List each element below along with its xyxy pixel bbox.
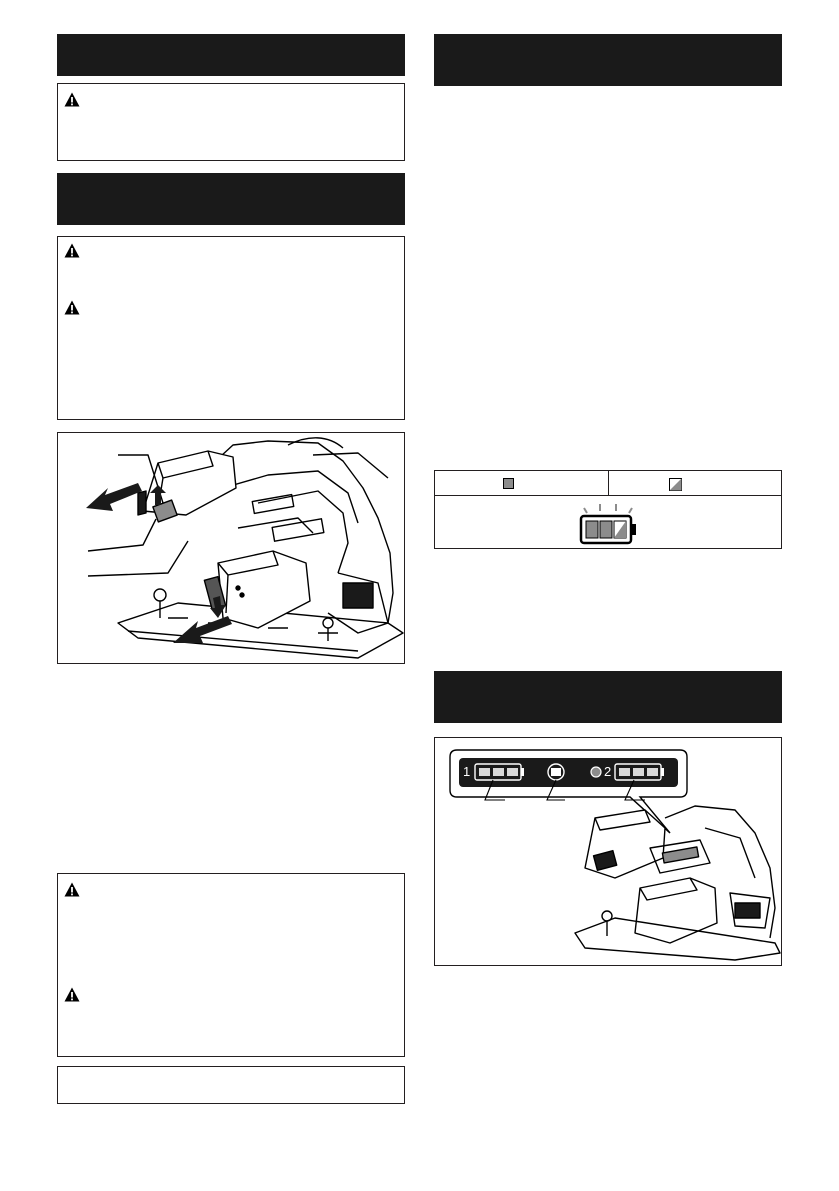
warning-box-3: [57, 873, 405, 1057]
half-lit-square-icon: [669, 478, 682, 491]
table-header-cell-1: [435, 471, 609, 496]
saw-illustration: [58, 433, 404, 663]
warning-icon: [64, 987, 80, 1002]
figure-indicator-panel: [434, 737, 782, 966]
table-header-row: [435, 471, 781, 496]
warning-icon: [64, 300, 80, 315]
warning-box-2: [57, 236, 405, 420]
warning-icon: [64, 92, 80, 107]
warning-icon: [64, 243, 80, 258]
indicator-label-2: 2: [604, 764, 612, 779]
gray-square-icon: [503, 478, 514, 489]
note-box: [57, 1066, 405, 1104]
figure-battery-removal: [57, 432, 405, 664]
warning-icon: [64, 882, 80, 897]
section-header-bar-4: [434, 671, 782, 723]
battery-status-icon: [578, 502, 640, 546]
section-header-bar-1: [57, 34, 405, 76]
table-header-cell-2: [609, 471, 781, 496]
section-header-bar-3: [434, 34, 782, 86]
indicator-label-1: 1: [463, 764, 471, 779]
section-header-bar-2: [57, 173, 405, 225]
battery-indicator-table: [434, 470, 782, 549]
warning-box-1: [57, 83, 405, 161]
